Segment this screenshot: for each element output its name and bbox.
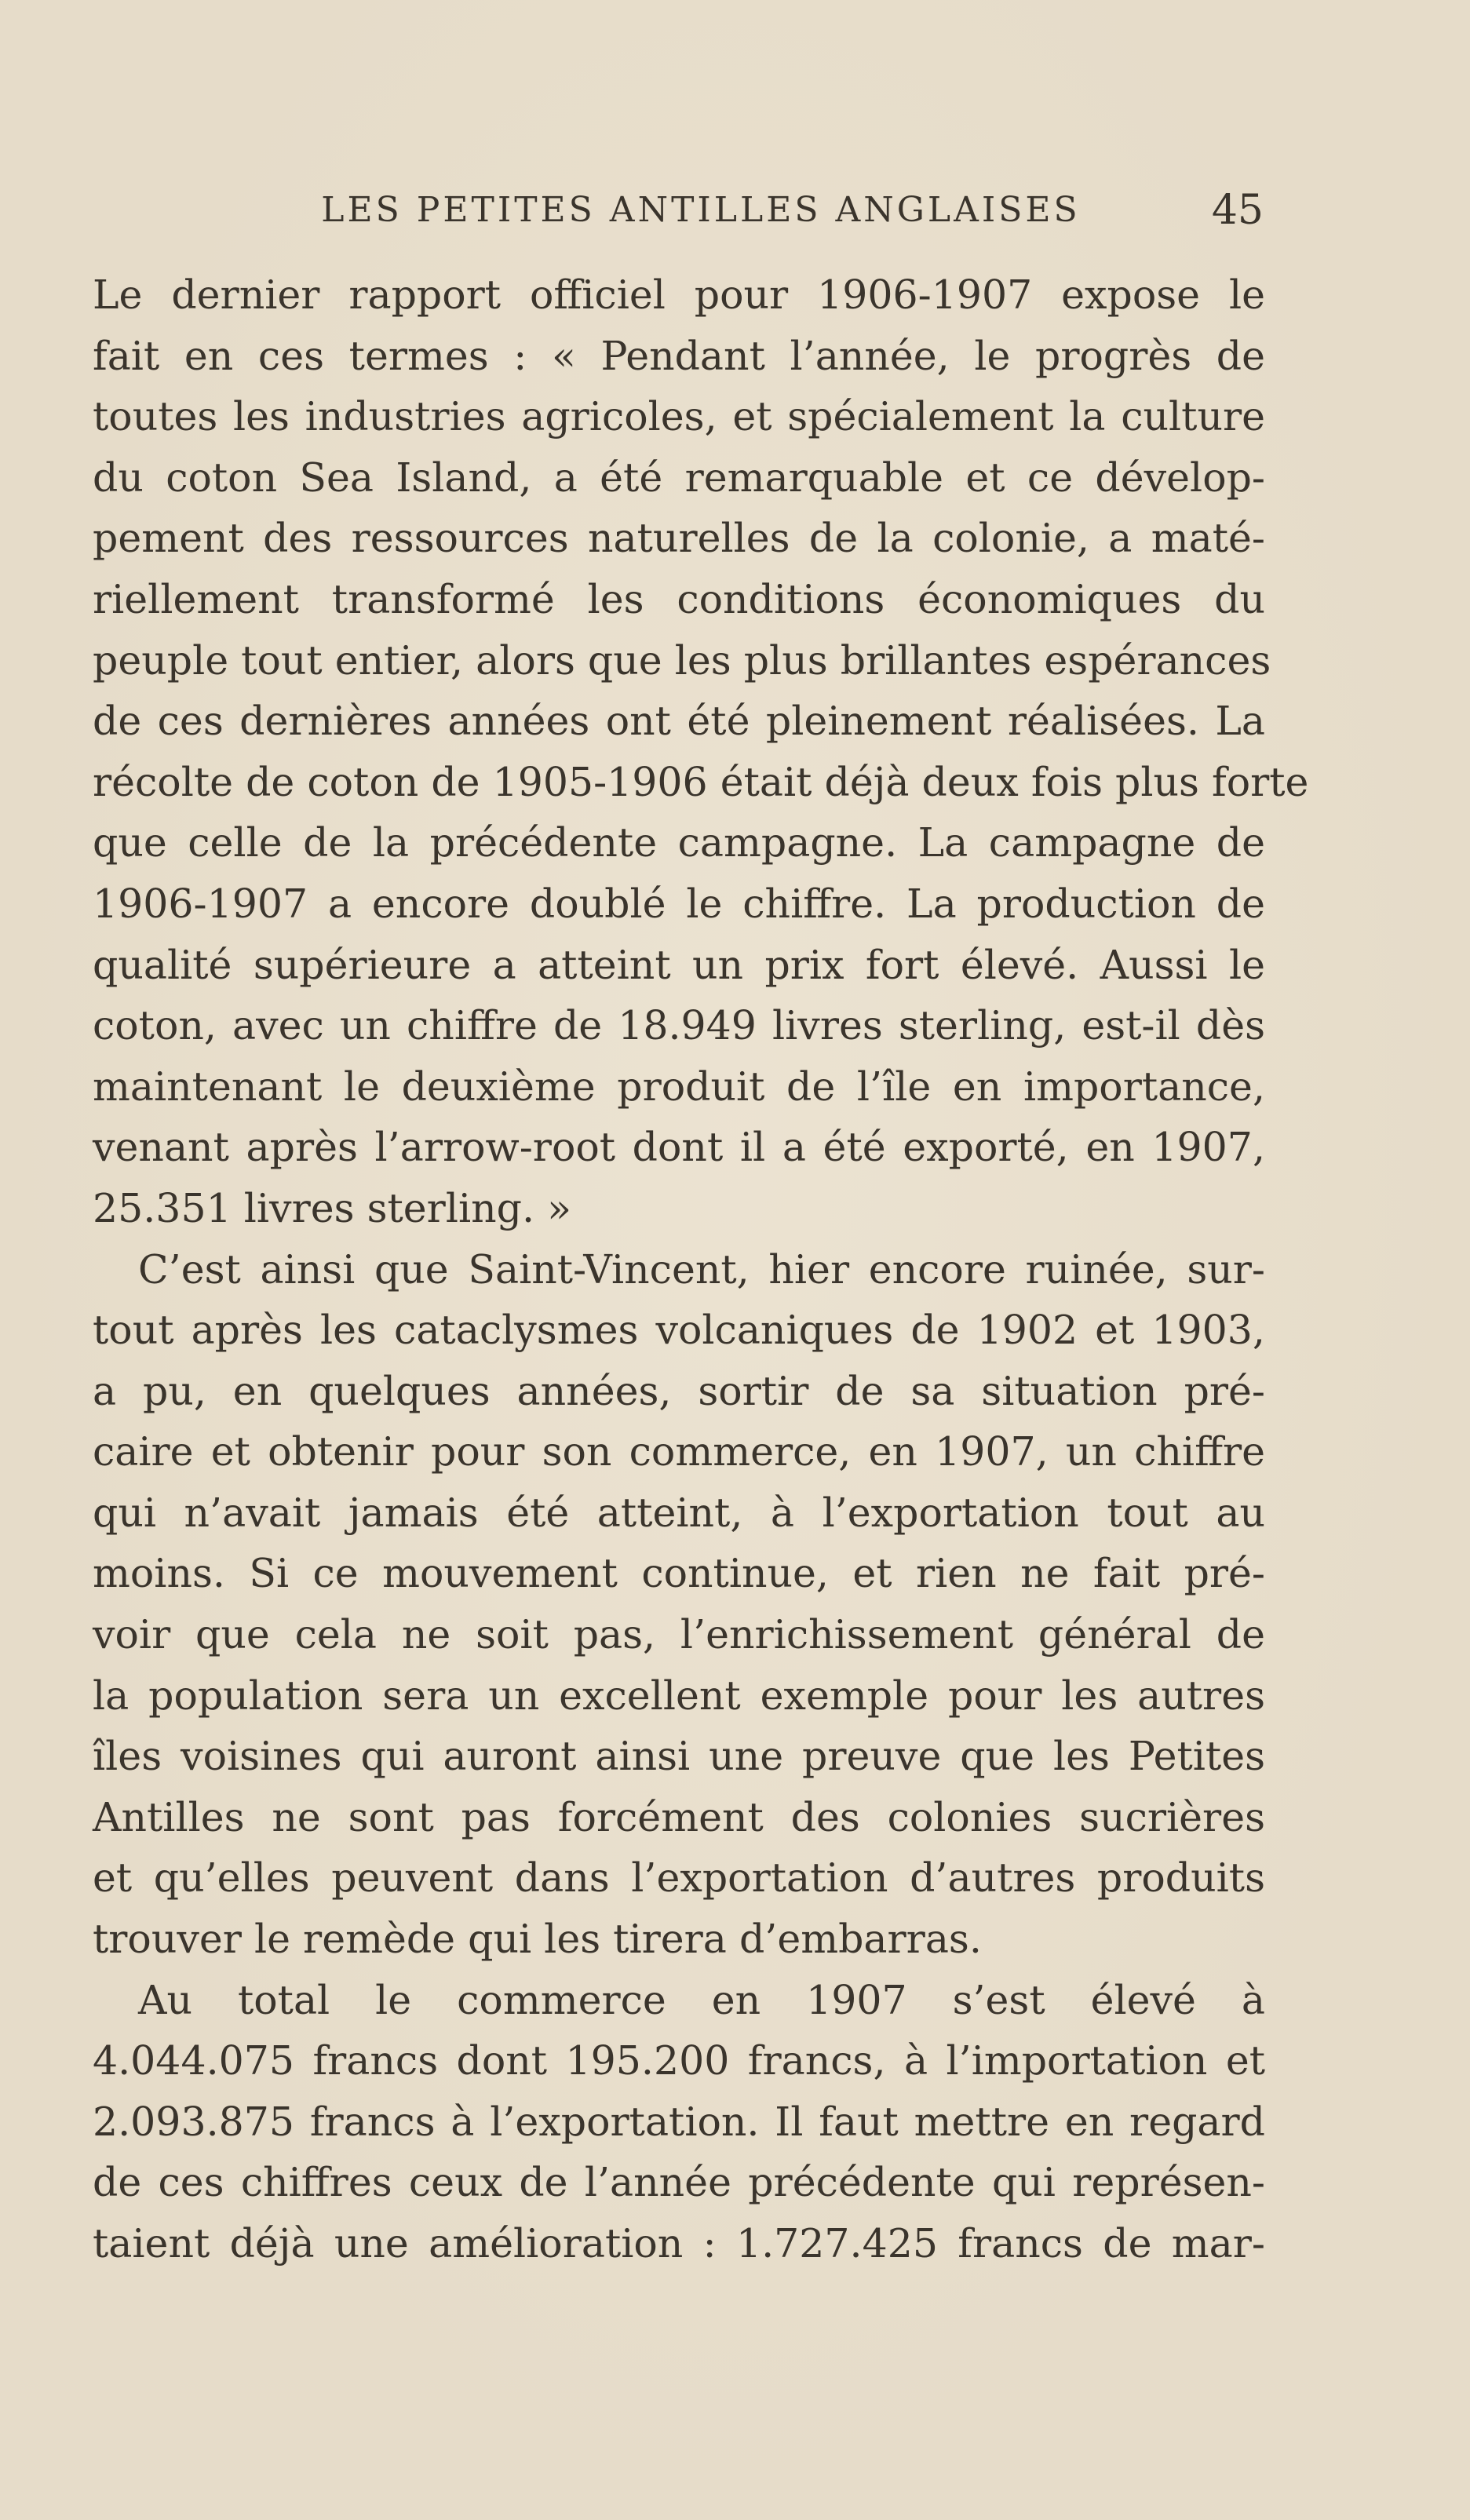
page-header <box>91 187 1264 234</box>
text-line: peuple tout entier, alors que les plus brillantes espérances <box>93 636 1271 684</box>
text-line: fait en ces termes : « Pendant l’année, le progrès de <box>93 332 1265 379</box>
text-line: C’est ainsi que Saint-Vincent, hier encore ruinée, sur- <box>138 1245 1265 1293</box>
text-line: récolte de coton de 1905-1906 était déjà deux fois plus forte <box>93 758 1309 805</box>
text-line: de ces chiffres ceux de l’année précédente qui représen- <box>93 2159 1265 2206</box>
text-line: caire et obtenir pour son commerce, en 1907, un chiffre <box>93 1428 1265 1475</box>
text-line: qualité supérieure a atteint un prix fort élevé. Aussi le <box>93 941 1265 988</box>
text-line: toutes les industries agricoles, et spécialement la culture <box>93 393 1265 440</box>
text-line: que celle de la précédente campagne. La campagne de <box>93 819 1265 866</box>
text-line: Au total le commerce en 1907 s’est élevé à <box>138 1976 1265 2023</box>
text-line: voir que cela ne soit pas, l’enrichissement général de <box>93 1611 1265 1658</box>
text-line: trouver le remède qui les tirera d’embarras. <box>93 1916 982 1963</box>
text-line: et qu’elles peuvent dans l’exportation d’autres produits <box>93 1854 1265 1902</box>
text-line: la population sera un excellent exemple pour les autres <box>93 1672 1265 1719</box>
text-line: Antilles ne sont pas forcément des colonies sucrières <box>93 1793 1265 1840</box>
running-title: LES PETITES ANTILLES ANGLAISES <box>321 190 1081 230</box>
text-line: 25.351 livres sterling. » <box>93 1184 571 1231</box>
text-line: moins. Si ce mouvement continue, et rien ne fait pré- <box>93 1550 1265 1597</box>
text-line: Le dernier rapport officiel pour 1906-1907 expose le <box>93 272 1265 318</box>
text-line: 2.093.875 francs à l’exportation. Il faut mettre en regard <box>93 2098 1265 2145</box>
text-line: 1906-1907 a encore doublé le chiffre. La production de <box>93 880 1265 927</box>
text-line: coton, avec un chiffre de 18.949 livres sterling, est-il dès <box>93 1002 1265 1049</box>
text-line: venant après l’arrow-root dont il a été exporté, en 1907, <box>93 1124 1265 1171</box>
text-line: maintenant le deuxième produit de l’île en importance, <box>93 1063 1265 1110</box>
text-line: qui n’avait jamais été atteint, à l’exportation tout au <box>93 1489 1265 1536</box>
text-line: a pu, en quelques années, sortir de sa situation pré- <box>93 1367 1265 1414</box>
text-line: îles voisines qui auront ainsi une preuve que les Petites <box>93 1733 1265 1780</box>
text-line: taient déjà une amélioration : 1.727.425 francs de mar- <box>93 2220 1265 2267</box>
text-line: du coton Sea Island, a été remarquable et ce dévelop- <box>93 454 1265 501</box>
text-line: pement des ressources naturelles de la colonie, a maté- <box>93 515 1265 562</box>
body-text <box>93 264 1309 2274</box>
page-number: 45 <box>1211 187 1264 234</box>
text-line: de ces dernières années ont été pleinement réalisées. La <box>93 698 1265 745</box>
text-line: riellement transformé les conditions économiques du <box>93 575 1265 622</box>
text-line: tout après les cataclysmes volcaniques de 1902 et 1903, <box>93 1307 1265 1354</box>
text-line: 4.044.075 francs dont 195.200 francs, à l’importation et <box>93 2037 1265 2084</box>
